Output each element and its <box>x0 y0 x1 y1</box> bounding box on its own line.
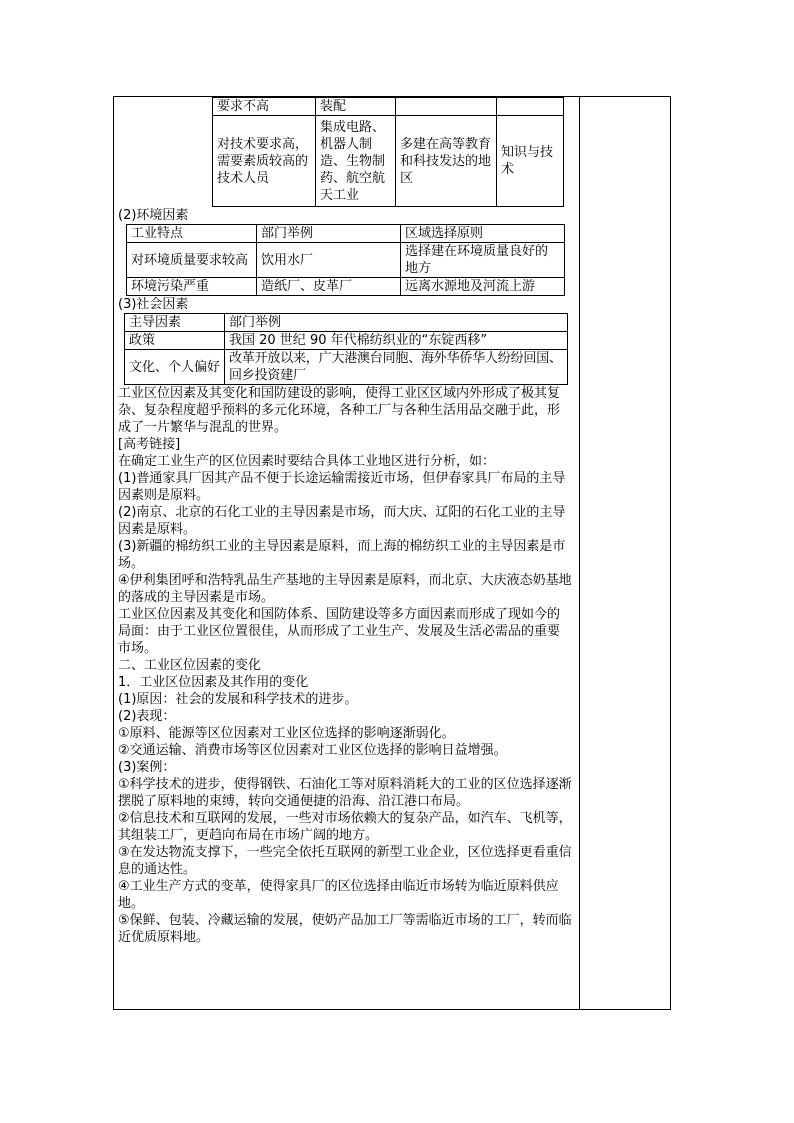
paragraph: (1)原因：社会的发展和科学技术的进步。 <box>118 692 358 707</box>
subsection-heading: 1．工业区位因素及其作用的变化 <box>118 675 309 690</box>
column-header: 部门举例 <box>257 225 401 243</box>
table-cell: 知识与技术 <box>497 116 564 207</box>
section-label-environment: (2)环境因素 <box>118 208 189 223</box>
paragraph: (3)新疆的棉纺织工业的主导因素是原料，而上海的棉纺织工业的主导因素是市场。 <box>118 539 566 571</box>
section-label-social: (3)社会因素 <box>118 297 189 312</box>
table-cell: 多建在高等教育和科技发达的地区 <box>396 116 497 207</box>
table-row <box>127 243 565 278</box>
table-header-row <box>125 314 568 332</box>
table-row <box>127 278 565 296</box>
labor-factor-table <box>212 97 564 207</box>
table-cell: 改革开放以来，广大港澳台同胞、海外华侨华人纷纷回国、回乡投资建厂 <box>225 350 568 385</box>
column-header: 区域选择原则 <box>401 225 565 243</box>
paragraph: ②交通运输、消费市场等区位因素对工业区位选择的影响日益增强。 <box>118 743 507 758</box>
paragraph: 工业区位因素及其变化和国防体系、国防建设等多方面因素而形成了现如今的局面：由于工业区位置很佳，从而形成了工业生产、发展及生活必需品的重要市场。 <box>118 607 561 656</box>
table-cell <box>396 98 497 116</box>
table-cell: 集成电路、机器人制造、生物制药、航空航天工业 <box>316 116 396 207</box>
column-header: 工业特点 <box>127 225 257 243</box>
table-row <box>213 98 564 116</box>
table-row <box>125 332 568 350</box>
paragraph: 工业区位因素及其变化和国防建设的影响，使得工业区区域内外形成了极其复杂、复杂程度超乎预料的多元化环境，各种工厂与各种生活用品交融于此，形成了一片繁华与混乱的世界。 <box>118 386 561 435</box>
table-cell: 饮用水厂 <box>257 243 401 278</box>
table-row <box>213 116 564 207</box>
lesson-content <box>118 97 576 946</box>
table-cell: 选择建在环境质量良好的地方 <box>401 243 565 278</box>
paragraph: ④工业生产方式的变革，使得家具厂的区位选择由临近市场转为临近原料供应地。 <box>118 879 559 911</box>
table-cell: 环境污染严重 <box>127 278 257 296</box>
table-cell: 装配 <box>316 98 396 116</box>
table-cell: 对技术要求高，需要素质较高的技术人员 <box>213 116 316 207</box>
table-cell: 政策 <box>125 332 225 350</box>
table-cell <box>497 98 564 116</box>
paragraph: ①科学技术的进步，使得钢铁、石油化工等对原料消耗大的工业的区位选择逐渐摆脱了原料地的束缚，转向交通便捷的沿海、沿江港口布局。 <box>118 777 572 809</box>
table-header-row <box>127 225 565 243</box>
paragraph: ④伊利集团呼和浩特乳品生产基地的主导因素是原料，而北京、大庆液态奶基地的落成的主导因素是市场。 <box>118 573 572 605</box>
table-cell: 远离水源地及河流上游 <box>401 278 565 296</box>
paragraph: (2)表现： <box>118 709 176 724</box>
table-cell: 我国 20 世纪 90 年代棉纺织业的“东锭西移” <box>225 332 568 350</box>
paragraph: ①原料、能源等区位因素对工业区位选择的影响逐渐弱化。 <box>118 726 455 741</box>
column-divider <box>579 96 580 1010</box>
paragraph: [高考链接] <box>118 437 181 452</box>
paragraph: ⑤保鲜、包装、冷藏运输的发展，使奶产品加工厂等需临近市场的工厂，转而临近优质原料地。 <box>118 913 572 945</box>
paragraph: ③在发达物流支撑下，一些完全依托互联网的新型工业企业，区位选择更看重信息的通达性。 <box>118 845 572 877</box>
paragraph: 在确定工业生产的区位因素时要结合具体工业地区进行分析，如： <box>118 454 496 469</box>
environment-factor-table <box>126 224 565 296</box>
table-cell: 造纸厂、皮革厂 <box>257 278 401 296</box>
column-header: 主导因素 <box>125 314 225 332</box>
social-factor-table <box>124 313 568 385</box>
table-cell: 对环境质量要求较高 <box>127 243 257 278</box>
table-cell: 文化、个人偏好 <box>125 350 225 385</box>
body-text <box>118 385 572 946</box>
table-cell: 要求不高 <box>213 98 316 116</box>
column-header: 部门举例 <box>225 314 568 332</box>
paragraph: ②信息技术和互联网的发展，一些对市场依赖大的复杂产品，如汽车、飞机等，其组装工厂，更趋向布局在市场广阔的地方。 <box>118 811 572 843</box>
paragraph: (1)普通家具厂因其产品不便于长途运输需接近市场，但伊春家具厂布局的主导因素则是原料。 <box>118 471 566 503</box>
paragraph: (2)南京、北京的石化工业的主导因素是市场，而大庆、辽阳的石化工业的主导因素是原料。 <box>118 505 566 537</box>
table-row <box>125 350 568 385</box>
section-heading: 二、工业区位因素的变化 <box>118 658 262 673</box>
paragraph: (3)案例： <box>118 760 176 775</box>
